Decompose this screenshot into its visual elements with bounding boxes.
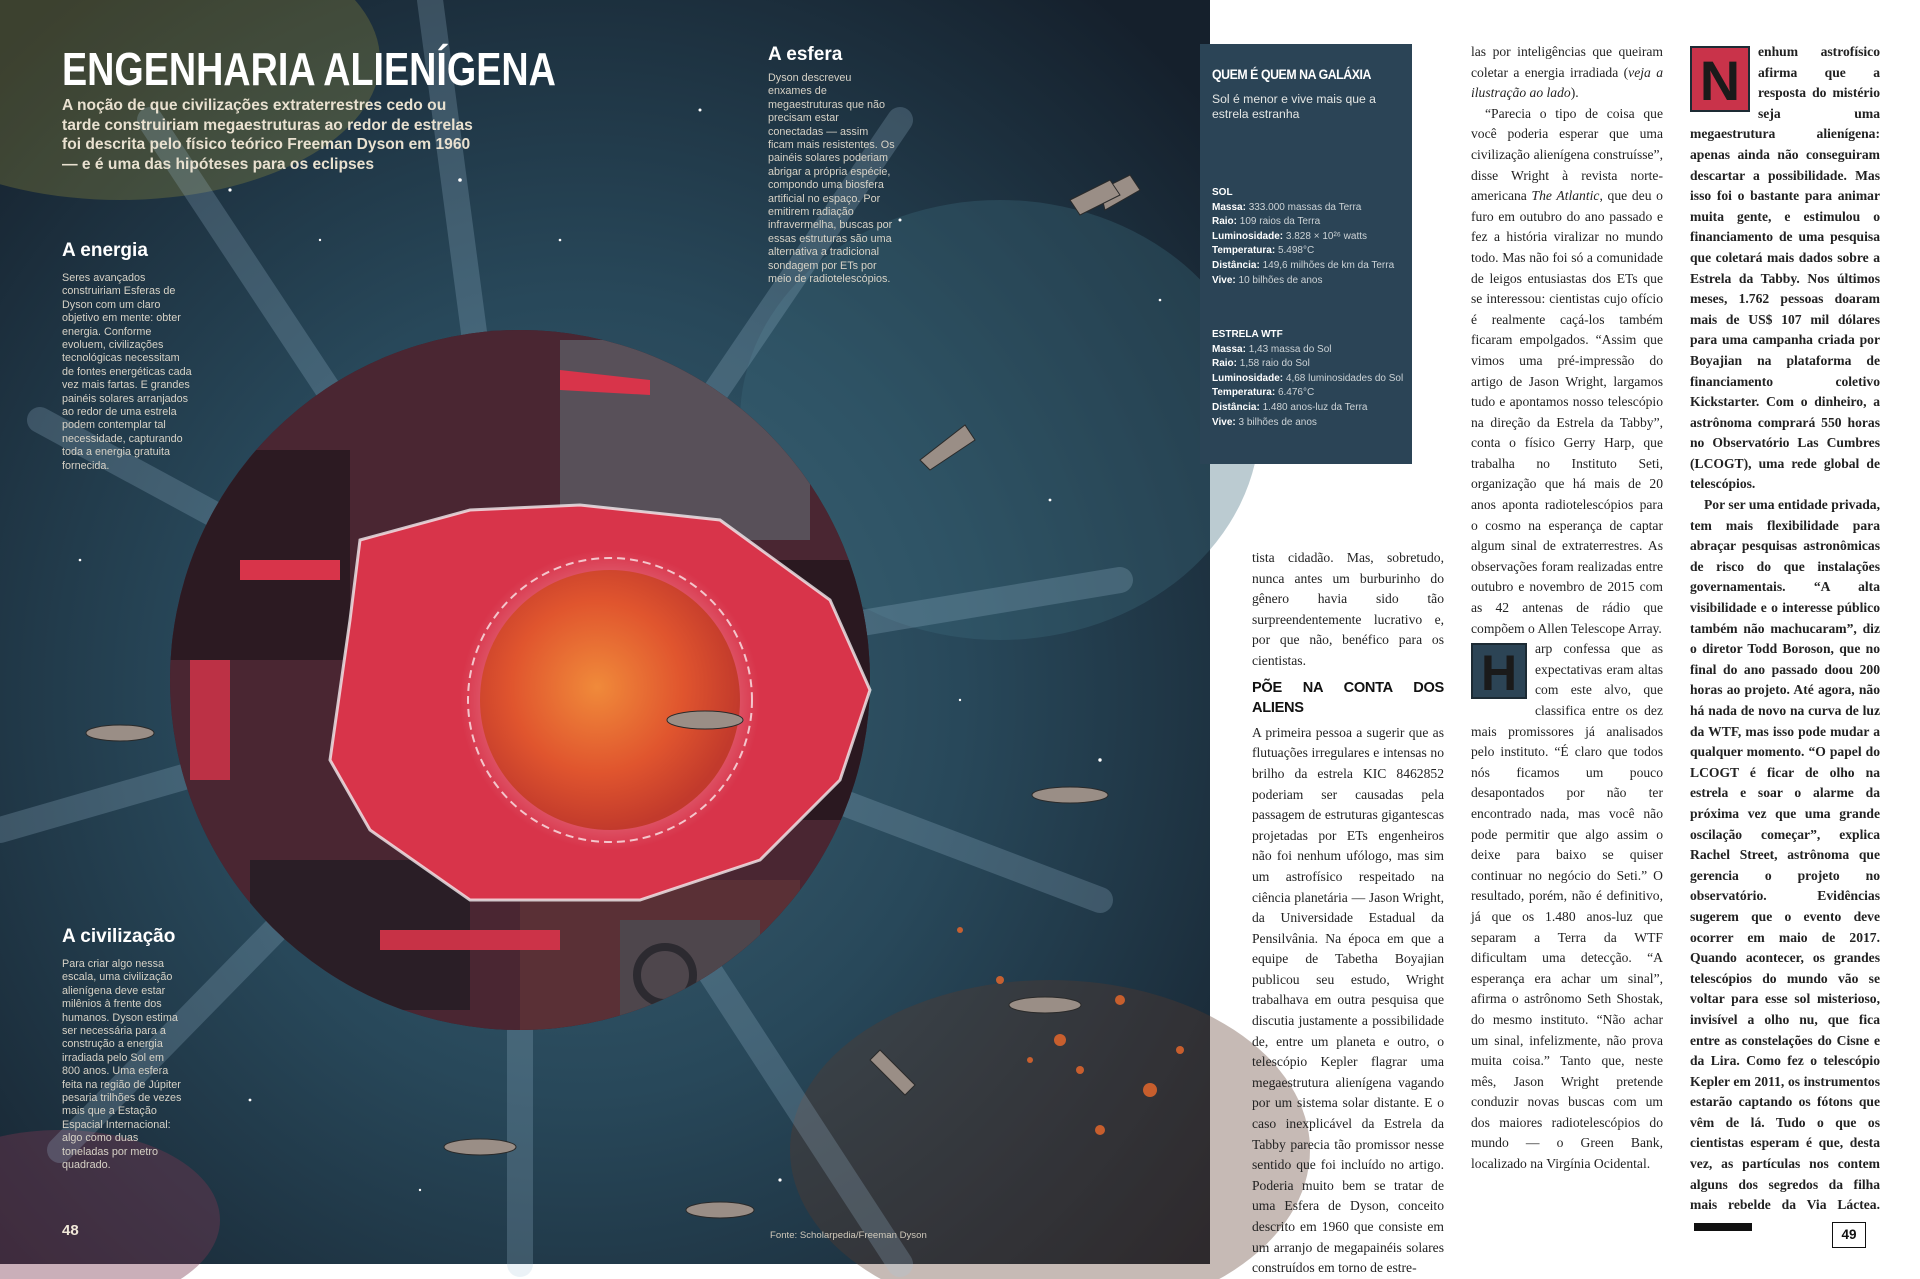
sol-heading: SOL: [1212, 187, 1233, 198]
sol-row: Vive: 10 bilhões de anos: [1212, 274, 1323, 286]
article-column-1: [1252, 548, 1444, 1279]
page-number-right: 49: [1832, 1222, 1866, 1248]
paragraph: “Parecia o tipo de coisa que você poderia esperar que uma civilização alienígena construísse”, disse Wright à revista norte-americana The Atlantic, que deu o furo em outubro do ano passado e fez a história viralizar no mundo todo. Mas não foi só a comunidade de leigos entusiastas dos ETs que se interessou: cientistas cujo ofício é realmente caçá-los também ficaram empolgados. “Assim que vimos uma pré-impressão do artigo de Jason Wright, largamos tudo e apontamos nosso telescópio na direção da Estrela da Tabby”, conta o físico Gerry Harp, que trabalha no Instituto Seti, organização que há mais de 20 anos aponta radiotelescópios para o cosmo na esperança de captar algum sinal de extraterrestres. As observações foram realizadas entre outubro e novembro de 2015 com as 42 antenas de rádio que compõem o Allen Telescope Array.: [1471, 105, 1663, 636]
civilizacao-heading: A civilização: [62, 926, 176, 947]
infobox-subtitle: Sol é menor e vive mais que a estrela estranha: [1212, 92, 1376, 121]
wtf-heading: ESTRELA WTF: [1212, 329, 1283, 340]
civilizacao-text: Para criar algo nessa escala, uma civilização alienígena deve estar milênios à frente dos humanos. Dyson estima ser necessária para a construção a energia irradiada pelo Sol em 800 anos. Uma esfera feita na região de Júpiter pesaria trilhões de vezes mais que a Estação Espacial Internacional: algo como duas toneladas por metro quadrado.: [62, 958, 182, 1172]
infobox-sol: [1212, 186, 1412, 288]
sol-row: Distância: 149,6 milhões de km da Terra: [1212, 259, 1395, 271]
dropcap-h: H: [1471, 643, 1527, 699]
article-column-3: [1690, 42, 1880, 1236]
end-mark-icon: [1694, 1223, 1752, 1231]
paragraph: Por ser uma entidade privada, tem mais flexibilidade para abraçar pesquisas astronômicas de risco do que instalações governamentais. “A alta visibilidade e o interesse público também não machucaram”, diz o diretor Todd Boroson, que no final do ano passado doou 200 horas ao projeto. Até agora, não há nada de novo na curva de luz da WTF, mas isso pode mudar a qualquer momento. “O papel do LCOGT é ficar de olho na estrela e soar o alarme da próxima vez que uma grande oscilação começar”, explica Rachel Street, astrônoma que gerencia o projeto no observatório. Evidências sugerem que o evento deve ocorrer em maio de 2017. Quando acontecer, os grandes telescópios do mundo vão se voltar para esse sol misterioso, invisível a olho nu, que fica entre as constelações do Cisne e da Lira. Como fez o telescópio Kepler em 2011, os instrumentos estarão captando os fótons que vêm de lá. Tudo o que os cientistas esperam é que, desta vez, as partículas nos contem alguns dos segredos da filha mais rebelde da Via Láctea.: [1690, 495, 1880, 1236]
source-credit: Fonte: Scholarpedia/Freeman Dyson: [770, 1230, 927, 1241]
infobox-wtf: [1212, 328, 1412, 430]
wtf-row: Temperatura: 6.476°C: [1212, 387, 1315, 399]
energia-heading: A energia: [62, 240, 148, 261]
section-subhead: PÕE NA CONTA DOS ALIENS: [1252, 679, 1444, 717]
central-star: [480, 570, 740, 830]
sol-row: Massa: 333.000 massas da Terra: [1212, 201, 1362, 213]
wtf-row: Raio: 1,58 raio do Sol: [1212, 358, 1310, 370]
paragraph: N enhum astrofísico afirma que a resposta do mistério seja uma megaestrutura alienígena: apenas ainda não conseguiram descartar a possibilidade. Mas isso foi o bastante para animar muita gente, e estimulou o financiamento de uma pesquisa que coletará mais dados sobre a Estrela da Tabby. Nos últimos meses, 1.762 pessoas doaram mais de US$ 107 mil dólares para uma campanha criada por Boyajian na plataforma de financiamento coletivo Kickstarter. Com o dinheiro, a astrônoma comprará 550 horas no Observatório Las Cumbres (LCOGT), uma rede global de telescópios.: [1690, 44, 1880, 492]
infobox-title: QUEM É QUEM NA GALÁXIA: [1212, 66, 1371, 82]
esfera-text: Dyson descreveu enxames de megaestruturas que não precisam estar conectadas — assim ficam mais resistentes. Os painéis solares poderiam abrigar a própria espécie, compondo uma biosfera artificial no espaço. Por emitirem radiação infravermelha, buscas por essas estruturas são uma alternativa a tradicional sondagem por ETs por meio de radiotelescópios.: [768, 72, 895, 286]
wtf-row: Distância: 1.480 anos-luz da Terra: [1212, 401, 1368, 413]
paragraph: las por inteligências que queiram coletar a energia irradiada (veja a ilustração ao lado).: [1471, 44, 1664, 101]
energia-text: Seres avançados construiriam Esferas de Dyson com um claro objetivo em mente: obter energia. Conforme evoluem, civilizações tecnológicas necessitam de fontes energéticas cada vez mais fartas. E grandes painéis solares arranjados ao redor de uma estrela podem contemplar tal necessidade, capturando toda a energia gratuita fornecida.: [62, 272, 192, 472]
article-lede: A noção de que civilizações extraterrestres cedo ou tarde construiriam megaestruturas ao redor de estrelas foi descrita pelo físico teórico Freeman Dyson em 1960 — e é uma das hipóteses para os eclipses: [62, 97, 473, 173]
paragraph: tista cidadão. Mas, sobretudo, nunca antes um burburinho do gênero havia sido tão surpreendentemente lucrativo e, por que não, benéfico para os cientistas.: [1252, 550, 1444, 668]
article-title: ENGENHARIA ALIENÍGENA: [62, 43, 556, 95]
dropcap-n: N: [1690, 46, 1750, 112]
wtf-row: Vive: 3 bilhões de anos: [1212, 416, 1317, 428]
sol-row: Temperatura: 5.498°C: [1212, 245, 1315, 257]
esfera-heading: A esfera: [768, 44, 843, 65]
wtf-row: Luminosidade: 4,68 luminosidades do Sol: [1212, 372, 1404, 384]
wtf-row: Massa: 1,43 massa do Sol: [1212, 343, 1332, 355]
page-number-left: 48: [62, 1222, 79, 1239]
paragraph: A primeira pessoa a sugerir que as flutuações irregulares e intensas no brilho da estrela KIC 8462852 poderiam ser causadas pela passagem de estruturas gigantescas projetadas por ETs engenheiros não foi nenhum ufólogo, mas sim um astrofísico respeitado na ciência planetária — Jason Wright, da Universidade Estadual da Pensilvânia. Na época em que a equipe de Tabetha Boyajian publicou seu estudo, Wright trabalhava em outra pesquisa que discutia justamente a possibilidade de, entre um planeta e outro, o telescópio Kepler flagrar uma megaestrutura alienígena vagando por um sistema solar distante. E o caso inexplicável da Estrela da Tabby parecia tão promissor nesse sentido que foi incluído no artigo. Poderia muito bem se tratar de uma Esfera de Dyson, conceito descrito em 1960 que consiste em um arranjo de megapainéis solares construídos em torno de estre-: [1252, 724, 1444, 1276]
sol-row: Luminosidade: 3.828 × 10²⁶ watts: [1212, 230, 1368, 242]
paragraph: H arp confessa que as expectativas eram altas com este alvo, que classifica entre os dez mais promissores já analisados pelo instituto. “É claro que todos nós ficamos um pouco desapontados por não ter encontrado nada, mas você não pode permitir que algo assim o deixe para baixo se quiser continuar no negócio do Seti.” O resultado, porém, não é definitivo, já que os 1.480 anos-luz que separam a Terra da WTF dificultam uma detecção. “A esperança era achar um sinal”, afirma o astrônomo Seth Shostak, do mesmo instituto. “Não achar um sinal, infelizmente, não prova muita coisa.” Tanto que, neste mês, Jason Wright pretende conduzir novas buscas com um dos maiores radiotelescópios do mundo — o Green Bank, localizado na Virgínia Ocidental.: [1471, 641, 1663, 1172]
article-column-2: [1471, 42, 1663, 1175]
sol-row: Raio: 109 raios da Terra: [1212, 216, 1321, 228]
